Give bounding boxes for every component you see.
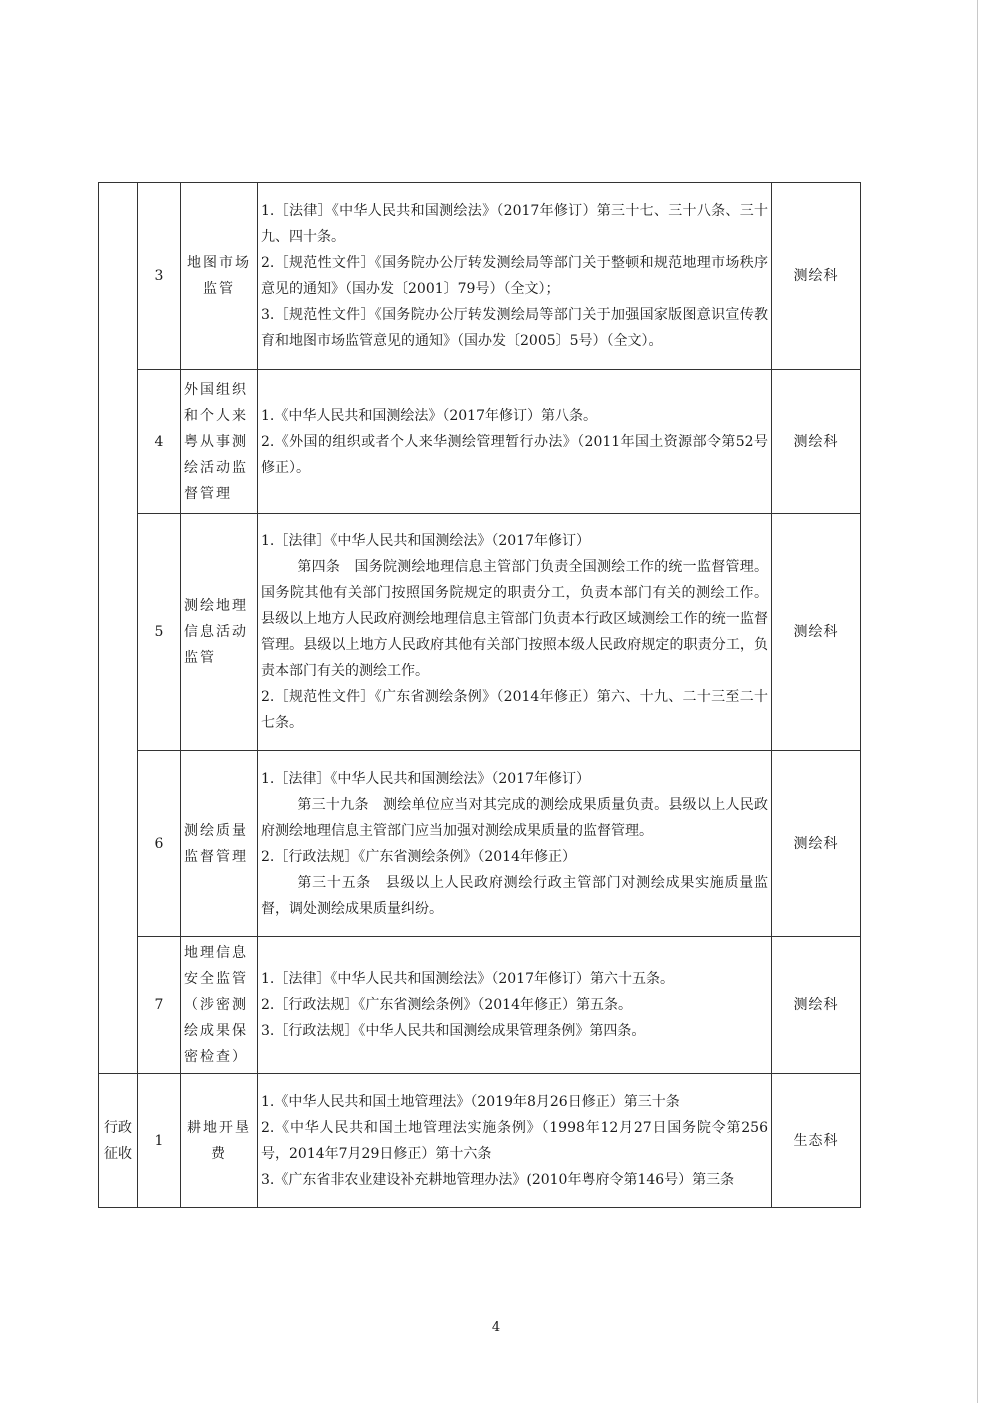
basis-line: 1.［法律］《中华人民共和国测绘法》（2017年修订） — [261, 533, 590, 549]
table-row — [99, 183, 861, 370]
item-name: 地理信息安全监管（涉密测绘成果保密检查） — [181, 937, 258, 1074]
basis-line: 1.［法律］《中华人民共和国测绘法》（2017年修订）第三十七、三十八条、三十九、四十条。 — [261, 203, 768, 245]
item-name: 地图市场监管 — [181, 183, 258, 370]
basis-line: 3.《广东省非农业建设补充耕地管理办法》(2010年粤府令第146号）第三条 — [261, 1171, 735, 1188]
basis-line: 2.［规范性文件］《广东省测绘条例》（2014年修正）第六、十九、二十三至二十七条。 — [261, 689, 768, 731]
legal-basis — [258, 751, 772, 937]
page-edge-line — [977, 0, 978, 1403]
basis-line: 2.《中华人民共和国土地管理法实施条例》（1998年12月27日国务院令第256号，2014年7月29日修正）第十六条 — [261, 1119, 768, 1162]
department: 测绘科 — [772, 370, 861, 514]
basis-line: 2.《外国的组织或者个人来华测绘管理暂行办法》（2011年国土资源部令第52号修正）。 — [261, 433, 768, 476]
department: 测绘科 — [772, 514, 861, 751]
legal-basis — [258, 1074, 772, 1208]
row-number: 6 — [138, 751, 181, 937]
legal-basis — [258, 370, 772, 514]
basis-line: 1.［法律］《中华人民共和国测绘法》（2017年修订）第六十五条。 — [261, 971, 674, 987]
category-cell — [99, 183, 138, 1074]
department: 测绘科 — [772, 937, 861, 1074]
legal-basis — [258, 937, 772, 1074]
table-row — [99, 937, 861, 1074]
row-number: 7 — [138, 937, 181, 1074]
legal-basis — [258, 183, 772, 370]
basis-line: 2.［行政法规］《广东省测绘条例》（2014年修正）第五条。 — [261, 997, 632, 1013]
basis-line: 3.［规范性文件］《国务院办公厅转发测绘局等部门关于加强国家版图意识宣传教育和地图市场监管意见的通知》（国办发〔2005〕5号）（全文）。 — [261, 307, 768, 349]
category-cell: 行政征收 — [99, 1074, 138, 1208]
table-row — [99, 370, 861, 514]
basis-article: 第三十九条 测绘单位应当对其完成的测绘成果质量负责。县级以上人民政府测绘地理信息主管部门应当加强对测绘成果质量的监督管理。 — [261, 796, 768, 839]
department: 测绘科 — [772, 183, 861, 370]
basis-line: 3.［行政法规］《中华人民共和国测绘成果管理条例》第四条。 — [261, 1023, 646, 1039]
basis-line: 2.［规范性文件］《国务院办公厅转发测绘局等部门关于整顿和规范地理市场秩序意见的通知》（国办发〔2001〕79号）（全文）； — [261, 255, 768, 297]
table-row — [99, 751, 861, 937]
item-name: 测绘质量监督管理 — [181, 751, 258, 937]
basis-line: 1.《中华人民共和国测绘法》（2017年修订）第八条。 — [261, 407, 597, 424]
department: 测绘科 — [772, 751, 861, 937]
table-row — [99, 514, 861, 751]
basis-article: 第四条 国务院测绘地理信息主管部门负责全国测绘工作的统一监督管理。国务院其他有关部门按照国务院规定的职责分工，负责本部门有关的测绘工作。 县级以上地方人民政府测绘地理信息主管部门负责本行政区域测绘工作的统一监督管理。县级以上地方人民政府其他有关部门按照本级人民政府规定的职责分工，负责本部门有关的测绘工作。 — [261, 559, 768, 679]
row-number: 4 — [138, 370, 181, 514]
page-number: 4 — [491, 1320, 501, 1335]
basis-line: 2.［行政法规］《广东省测绘条例》（2014年修正） — [261, 848, 576, 865]
department: 生态科 — [772, 1074, 861, 1208]
row-number: 1 — [138, 1074, 181, 1208]
basis-line: 1.《中华人民共和国土地管理法》（2019年8月26日修正）第三十条 — [261, 1093, 680, 1110]
item-name: 外国组织和个人来粤从事测绘活动监督管理 — [181, 370, 258, 514]
table-row — [99, 1074, 861, 1208]
basis-line: 1.［法律］《中华人民共和国测绘法》（2017年修订） — [261, 770, 590, 787]
basis-article: 第三十五条 县级以上人民政府测绘行政主管部门对测绘成果实施质量监督，调处测绘成果质量纠纷。 — [261, 874, 768, 917]
legal-basis — [258, 514, 772, 751]
row-number: 3 — [138, 183, 181, 370]
row-number: 5 — [138, 514, 181, 751]
item-name: 耕地开垦费 — [181, 1074, 258, 1208]
item-name: 测绘地理信息活动监管 — [181, 514, 258, 751]
regulation-table — [98, 182, 861, 1208]
